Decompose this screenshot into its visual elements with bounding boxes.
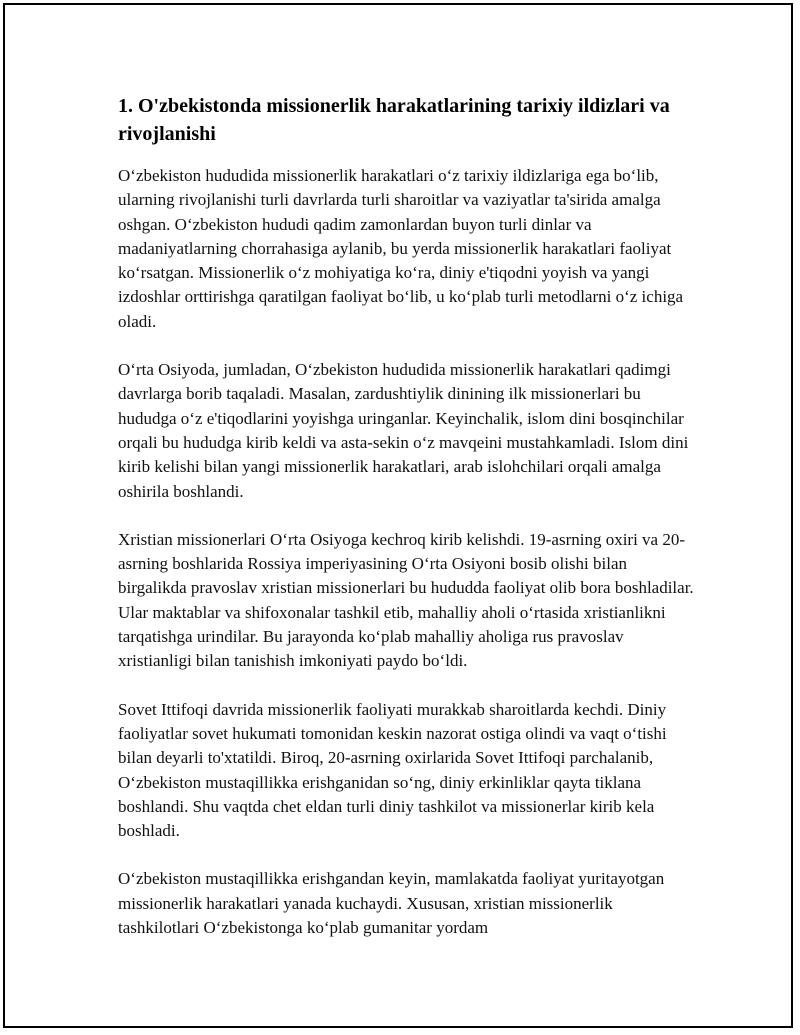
paragraph-3: Xristian missionerlari O‘rta Osiyoga kechroq kirib kelishdi. 19-asrning oxiri va 20-asrning boshlarida Rossiya imperiyasining O‘rta Osiyoni bosib olishi bilan birgalikda pravoslav xristian missionerlari bu hududda faoliyat olib bora boshladilar. Ular maktablar va shifoxonalar tashkil etib, mahalliy aholi o‘rtasida xristianlikni tarqatishga urindilar. Bu jarayonda ko‘plab mahalliy aholiga rus pravoslav xristianligi bilan tanishish imkoniyati paydo bo‘ldi. <box>118 529 694 671</box>
paragraph-4: Sovet Ittifoqi davrida missionerlik faoliyati murakkab sharoitlarda kechdi. Diniy faoliyatlar sovet hukumati tomonidan keskin nazorat ostiga olindi va vaqt o‘tishi bilan deyarli to'xtatildi. Biroq, 20-asrning oxirlarida Sovet Ittifoqi parchalanib, O‘zbekiston mustaqillikka erishganidan so‘ng, diniy erkinliklar qayta tiklana boshlandi. Shu vaqtda chet eldan turli diniy tashkilot va missionerlar kirib kela boshladi. <box>118 699 667 841</box>
document-body <box>118 92 698 964</box>
paragraph-1: O‘zbekiston hududida missionerlik harakatlari o‘z tarixiy ildizlariga ega bo‘lib, ularning rivojlanishi turli davrlarda turli sharoitlar va vaziyatlar ta'sirida amalga oshgan. O‘zbekiston hududi qadim zamonlardan buyon turli dinlar va madaniyatlarning chorrahasiga aylanib, bu yerda missionerlik harakatlari faoliyat ko‘rsatgan. Missionerlik o‘z mohiyatiga ko‘ra, diniy e'tiqodni yoyish va yangi izdoshlar orttirishga qaratilgan faoliyat bo‘lib, u ko‘plab turli metodlarni o‘z ichiga oladi. <box>118 166 684 331</box>
paragraph-2: O‘rta Osiyoda, jumladan, O‘zbekiston hududida missionerlik harakatlari qadimgi davrlarga borib taqaladi. Masalan, zardushtiylik dinining ilk missionerlari bu hududga o‘z e'tiqodlarini yoyishga uringanlar. Keyinchalik, islom dini bosqinchilar orqali bu hududga kirib keldi va asta-sekin o‘z mavqeini mustahkamladi. Islom dini kirib kelishi bilan yangi missionerlik harakatlari, arab islohchilari orqali amalga oshirila boshlandi. <box>118 360 689 501</box>
paragraph-5: O‘zbekiston mustaqillikka erishgandan keyin, mamlakatda faoliyat yuritayotgan missionerlik harakatlari yanada kuchaydi. Xususan, xristian missionerlik tashkilotlari O‘zbekistonga ko‘plab gumanitar yordam <box>118 869 665 938</box>
section-heading: 1. O'zbekistonda missionerlik harakatlarining tarixiy ildizlari va rivojlanishi <box>118 95 670 145</box>
